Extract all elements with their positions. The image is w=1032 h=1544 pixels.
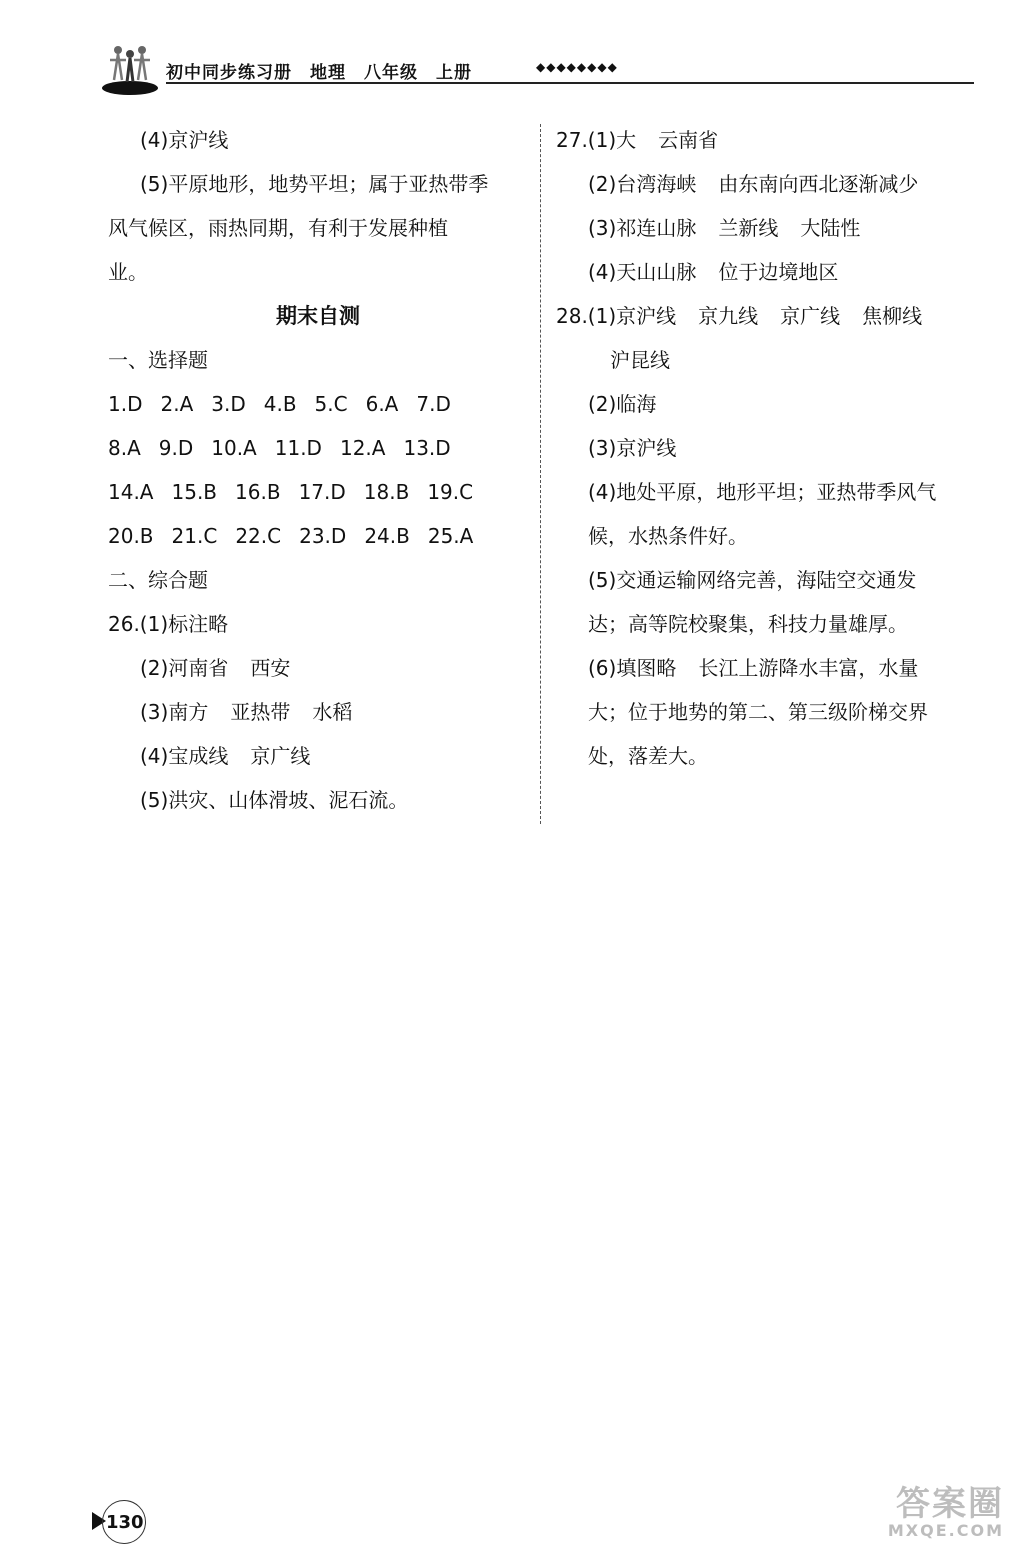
answer-line: (5)洪灾、山体滑坡、泥石流。	[140, 788, 409, 812]
mc-answer: 9.D	[158, 436, 194, 460]
page-header	[100, 40, 980, 100]
header-rule	[166, 82, 974, 84]
mc-answer: 2.A	[160, 392, 194, 416]
mc-answer: 12.A	[339, 436, 386, 460]
answer-line: 风气候区，雨热同期，有利于发展种植	[108, 216, 448, 240]
answer-line: (4)天山山脉 位于边境地区	[588, 260, 839, 284]
answer-line: 达；高等院校聚集，科技力量雄厚。	[588, 612, 908, 636]
mc-answer: 25.A	[427, 524, 474, 548]
answer-line: (3)南方 亚热带 水稻	[140, 700, 353, 724]
part-heading: 一、选择题	[108, 348, 208, 372]
answer-line: 大；位于地势的第二、第三级阶梯交界	[588, 700, 928, 724]
mc-answer: 10.A	[211, 436, 257, 460]
figures-logo-icon	[100, 40, 160, 96]
answer-line: 业。	[108, 260, 148, 284]
answer-line: (5)交通运输网络完善，海陆空交通发	[588, 568, 917, 592]
watermark	[804, 1476, 1004, 1540]
mc-answer: 22.C	[235, 524, 282, 548]
answer-line: 28.(1)京沪线 京九线 京广线 焦柳线	[556, 304, 923, 328]
right-column	[556, 118, 976, 778]
mc-answer: 3.D	[211, 392, 246, 416]
answer-line: 沪昆线	[610, 348, 670, 372]
part-heading: 二、综合题	[108, 568, 208, 592]
mc-answer-row	[108, 514, 528, 558]
mc-answer: 19.C	[427, 480, 474, 504]
watermark-domain: MXQE.COM	[887, 1521, 1004, 1540]
answer-line: 27.(1)大 云南省	[556, 128, 719, 152]
mc-answer: 11.D	[274, 436, 322, 460]
answer-line: (3)祁连山脉 兰新线 大陆性	[588, 216, 861, 240]
mc-answer: 14.A	[108, 480, 154, 504]
mc-answer: 13.D	[403, 436, 451, 460]
answer-line: (6)填图略 长江上游降水丰富，水量	[588, 656, 919, 680]
answer-line: 候，水热条件好。	[588, 524, 748, 548]
watermark-text: 答案圈	[896, 1484, 1004, 1524]
mc-answer-row	[108, 470, 528, 514]
mc-answer: 6.A	[365, 392, 399, 416]
mc-answer: 15.B	[171, 480, 218, 504]
answer-line: (4)地处平原，地形平坦；亚热带季风气	[588, 480, 937, 504]
answer-line: (2)台湾海峡 由东南向西北逐渐减少	[588, 172, 919, 196]
section-title: 期末自测	[276, 304, 360, 328]
answer-line: (4)宝成线 京广线	[140, 744, 311, 768]
mc-answer: 16.B	[235, 480, 281, 504]
answer-line: (2)河南省 西安	[140, 656, 291, 680]
column-divider	[540, 124, 541, 824]
header-title: 初中同步练习册 地理 八年级 上册	[166, 63, 472, 83]
answer-line: 处，落差大。	[588, 744, 708, 768]
header-diamonds: ◆◆◆◆◆◆◆◆	[536, 60, 618, 74]
answer-line: 26.(1)标注略	[108, 612, 229, 636]
mc-answer: 20.B	[108, 524, 154, 548]
mc-answer: 7.D	[416, 392, 451, 416]
mc-answer: 21.C	[171, 524, 218, 548]
mc-answer: 24.B	[364, 524, 410, 548]
mc-answer: 17.D	[298, 480, 346, 504]
mc-answer: 8.A	[108, 436, 141, 460]
mc-answer: 4.B	[263, 392, 297, 416]
left-column	[108, 118, 528, 822]
mc-answer: 18.B	[363, 480, 410, 504]
answer-line: (2)临海	[588, 392, 657, 416]
mc-answer: 23.D	[299, 524, 347, 548]
mc-answer: 1.D	[108, 392, 143, 416]
mc-answer-row	[108, 382, 528, 426]
mc-answer-row	[108, 426, 528, 470]
page-number-text: 130	[106, 1512, 144, 1533]
answer-line: (5)平原地形，地势平坦；属于亚热带季	[140, 172, 489, 196]
answer-line: (3)京沪线	[588, 436, 677, 460]
mc-answer: 5.C	[314, 392, 348, 416]
answer-line: (4)京沪线	[140, 128, 229, 152]
